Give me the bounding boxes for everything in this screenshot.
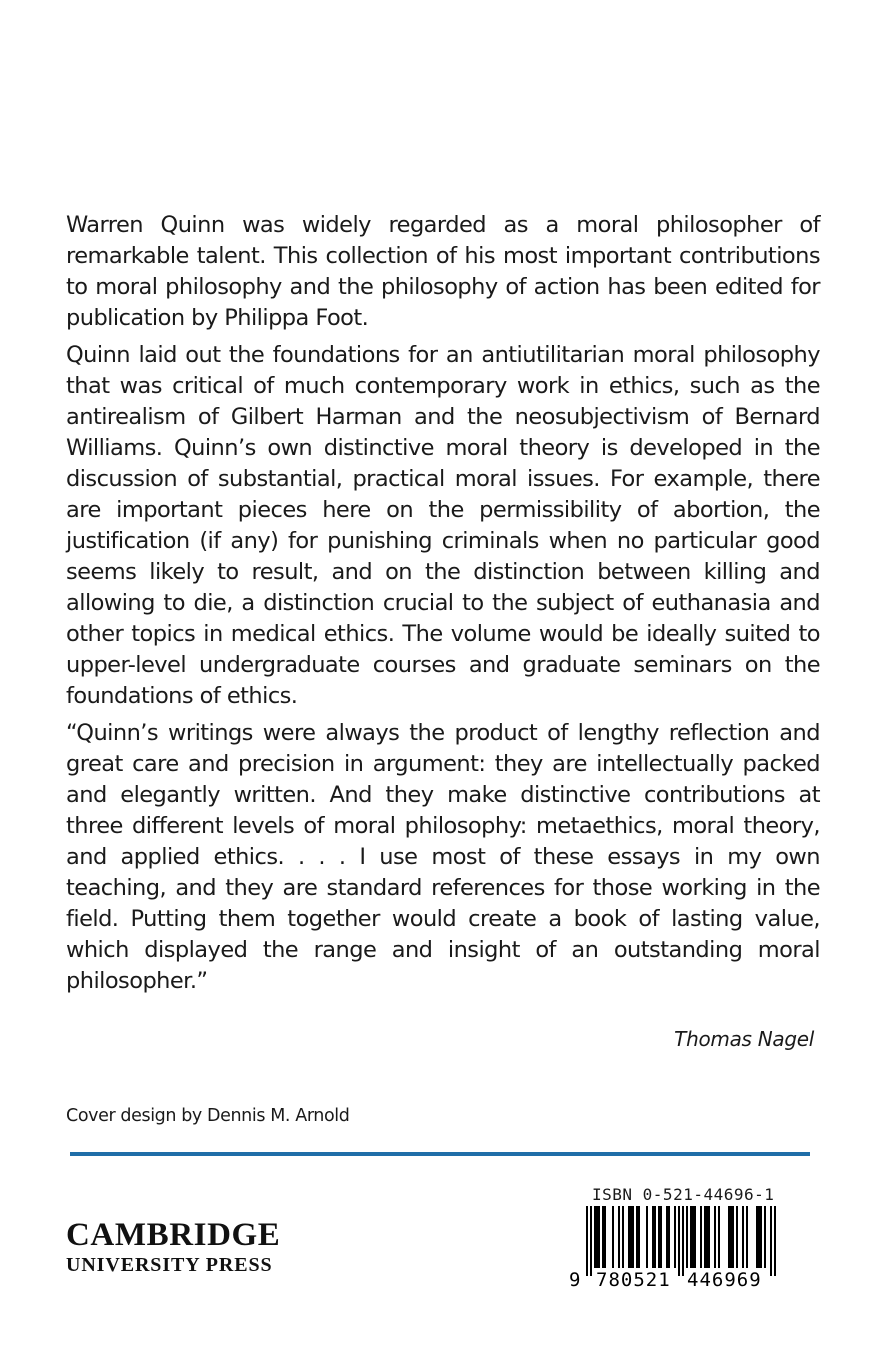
- barcode-lead-digit: 9: [569, 1269, 581, 1291]
- barcode-bar: [674, 1206, 676, 1268]
- barcode-bar: [758, 1206, 760, 1268]
- barcode-bar: [708, 1206, 710, 1268]
- barcode: [566, 1206, 790, 1292]
- barcode-bar: [678, 1206, 680, 1276]
- barcode-bars: [586, 1206, 776, 1276]
- barcode-bar: [770, 1206, 772, 1276]
- barcode-bar: [630, 1206, 632, 1268]
- barcode-bar: [646, 1206, 648, 1268]
- barcode-bar: [690, 1206, 692, 1268]
- barcode-bar: [590, 1206, 592, 1276]
- barcode-bar: [686, 1206, 688, 1268]
- barcode-bar: [728, 1206, 730, 1268]
- quote-attribution: Thomas Nagel: [674, 1027, 814, 1051]
- cover-design-credit: Cover design by Dennis M. Arnold: [66, 1106, 350, 1126]
- publisher-subtitle: UNIVERSITY PRESS: [66, 1254, 273, 1276]
- barcode-bar: [598, 1206, 600, 1268]
- barcode-bar: [718, 1206, 720, 1268]
- barcode-bar: [654, 1206, 656, 1268]
- barcode-bar: [682, 1206, 684, 1276]
- barcode-bar: [760, 1206, 762, 1268]
- barcode-left-group: 780521: [596, 1269, 671, 1291]
- barcode-bar: [732, 1206, 734, 1268]
- barcode-bar: [668, 1206, 670, 1268]
- review-quote: “Quinn’s writings were always the product of lengthy reflection and great care and precision in argument: they are intellectually packed and elegantly written. And they make distinctive contributions at three different levels of moral philosophy: metaethics, moral theory, and applied ethics. . . . I use most of these essays in my own teaching, and they are standard references for those working in the field. Putting them together would create a book of lasting value, which displayed the range and insight of an outstanding moral philosopher.”: [66, 720, 820, 994]
- blurb-paragraph-2: Quinn laid out the foundations for an antiutilitarian moral philosophy that was critical of much contemporary work in ethics, such as the antirealism of Gilbert Harman and the neosubjectivism of Bernard Williams. Quinn’s own distinctive moral theory is developed in the discussion of substantial, practical moral issues. For example, there are important pieces here on the permissibility of abortion, the justification (if any) for punishing criminals when no particular good seems likely to result, and on the distinction between killing and allowing to die, a distinction crucial to the subject of euthanasia and other topics in medical ethics. The volume would be ideally suited to upper-level undergraduate courses and graduate seminars on the foundations of ethics.: [66, 342, 820, 709]
- barcode-bar: [742, 1206, 744, 1268]
- publisher-logo: [66, 1217, 280, 1277]
- barcode-bar: [628, 1206, 630, 1268]
- barcode-bar: [658, 1206, 660, 1268]
- publisher-name: CAMBRIDGE: [66, 1217, 281, 1253]
- barcode-bar: [714, 1206, 716, 1268]
- barcode-bar: [706, 1206, 708, 1268]
- back-cover-blurb: [66, 210, 820, 1003]
- blurb-paragraph-1: Warren Quinn was widely regarded as a moral philosopher of remarkable talent. This collection of his most important contributions to moral philosophy and the philosophy of action has been edited for publication by Philippa Foot.: [66, 212, 820, 331]
- barcode-bar: [594, 1206, 596, 1268]
- barcode-bar: [756, 1206, 758, 1268]
- barcode-bar: [736, 1206, 738, 1268]
- barcode-bar: [596, 1206, 598, 1268]
- barcode-bar: [700, 1206, 702, 1268]
- barcode-bar: [704, 1206, 706, 1268]
- barcode-bar: [730, 1206, 732, 1268]
- barcode-bar: [764, 1206, 766, 1268]
- barcode-bar: [636, 1206, 638, 1268]
- barcode-bar: [602, 1206, 604, 1268]
- barcode-bar: [666, 1206, 668, 1268]
- barcode-bar: [638, 1206, 640, 1268]
- isbn-label: ISBN 0-521-44696-1: [592, 1185, 775, 1204]
- barcode-bar: [618, 1206, 620, 1268]
- barcode-right-group: 446969: [687, 1269, 762, 1291]
- barcode-bar: [694, 1206, 696, 1268]
- barcode-bar: [660, 1206, 662, 1268]
- barcode-bar: [746, 1206, 748, 1268]
- barcode-bar: [774, 1206, 776, 1276]
- barcode-bar: [692, 1206, 694, 1268]
- barcode-bar: [622, 1206, 624, 1268]
- barcode-bar: [652, 1206, 654, 1268]
- barcode-bar: [604, 1206, 606, 1268]
- barcode-bar: [612, 1206, 614, 1268]
- barcode-bar: [632, 1206, 634, 1268]
- barcode-bar: [586, 1206, 588, 1276]
- divider-rule: [70, 1152, 810, 1156]
